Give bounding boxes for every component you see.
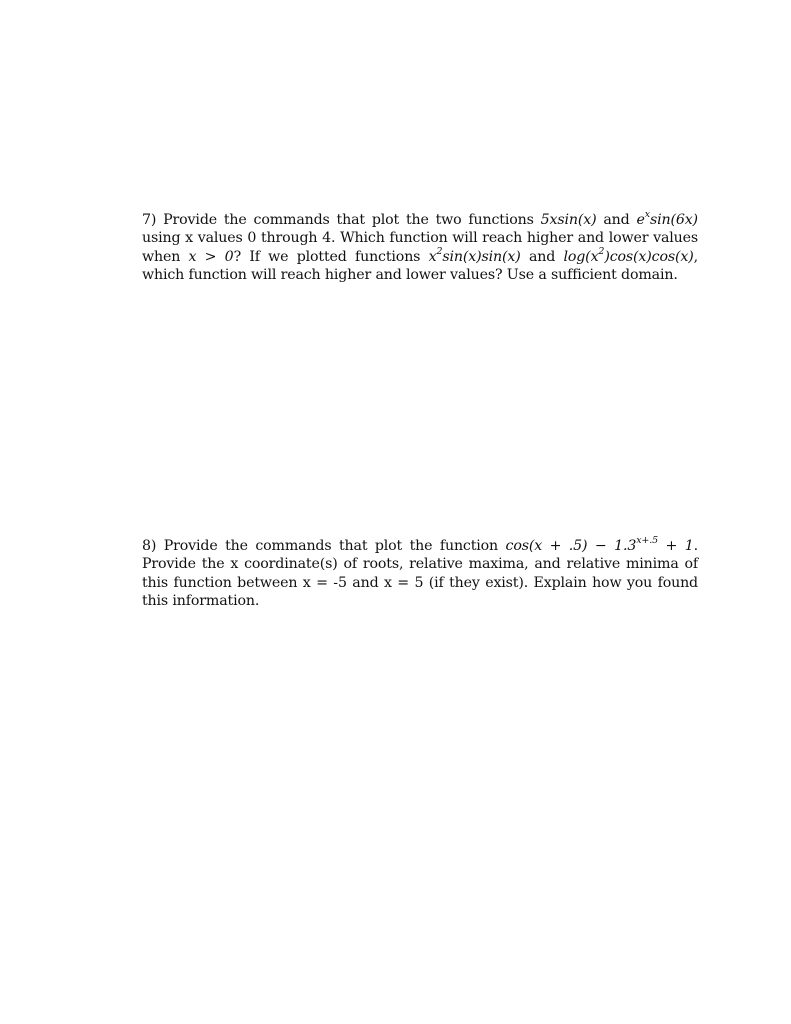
x2-rest: sin(x)sin(x) [442,248,521,265]
x2-superscript: 2 [436,245,443,257]
cos-pre: cos(x + .5) − 1.3 [505,538,637,554]
conjunction-text: and [603,212,630,228]
problem-8 [142,537,698,610]
function-exp-sin6x [636,209,698,228]
exp-base: e [636,212,645,228]
exp-superscript: x [644,209,650,221]
problem-7-second-question: ? If we plotted functions [233,248,421,265]
conjunction-text-2: and [528,248,556,265]
problem-7-number: 7) [142,212,157,228]
function-x2sinxsinx [428,245,521,265]
log-pre: log(x [563,248,599,265]
problem-7-lead-text: Provide the commands that plot the two functions [163,212,534,228]
problem-7-tail-text: , which function will reach higher and lower values? Use a sufficient domain. [142,248,698,283]
problem-8-lead-text: Provide the commands that plot the function [163,538,499,554]
power-superscript: x+.5 [636,535,659,547]
function-5xsinx: 5xsin(x) [540,212,597,228]
cos-post: + 1 [658,538,694,554]
problem-8-tail-text: . Provide the x coordinate(s) of roots, relative maxima, and relative minima of this function between x = -5 and x = 5 (if they exist). Explain how you found this information. [142,538,698,609]
log-superscript: 2 [598,245,605,257]
problem-7-mid-text: using x values 0 through 4. Which function will reach higher and lower values when [142,230,698,265]
function-cos-minus-power [505,535,694,554]
condition-x-positive: x > 0 [188,248,234,265]
x2-base: x [428,248,437,265]
problem-8-number: 8) [142,538,157,554]
log-rest: )cos(x)cos(x) [604,248,694,265]
function-logx2cosxcosx [563,245,694,265]
exp-rest: sin(6x) [649,212,698,228]
problem-7 [142,211,698,284]
